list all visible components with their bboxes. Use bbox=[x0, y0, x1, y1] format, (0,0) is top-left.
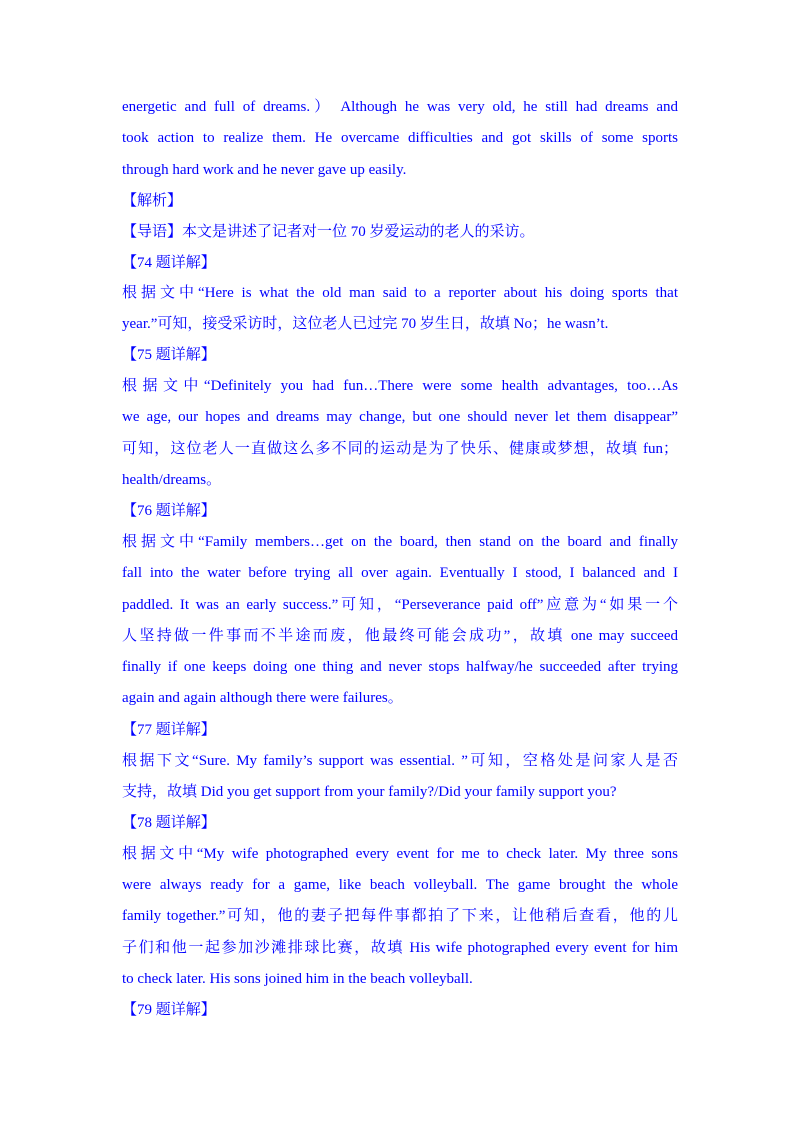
section-heading: 【75 题详解】 bbox=[122, 347, 216, 363]
text-line: 根据文中“Family members…get on the board, then stand on the board and finally bbox=[122, 534, 678, 550]
text-line: through hard work and he never gave up easily. bbox=[122, 162, 407, 178]
section-heading: 【78 题详解】 bbox=[122, 815, 216, 831]
text-line: 支持，故填 Did you get support from your family?/Did your family support you? bbox=[122, 784, 617, 800]
text-line: health/dreams。 bbox=[122, 472, 222, 488]
text-line: finally if one keeps doing one thing and never stops halfway/he succeeded after trying bbox=[122, 659, 678, 675]
text-line: 根据下文“Sure. My family’s support was essential. ”可知，空格处是问家人是否 bbox=[122, 753, 678, 769]
text-line: energetic and full of dreams.） Although he was very old, he still had dreams and bbox=[122, 99, 678, 115]
text-line: year.”可知，接受采访时，这位老人已过完 70 岁生日，故填 No；he wasn’t. bbox=[122, 316, 609, 332]
text-line: 子们和他一起参加沙滩排球比赛，故填 His wife photographed every event for him bbox=[122, 940, 678, 956]
text-line: fall into the water before trying all over again. Eventually I stood, I balanced and I bbox=[122, 565, 678, 581]
text-line: 人坚持做一件事而不半途而废，他最终可能会成功”，故填 one may succeed bbox=[122, 628, 678, 644]
section-heading: 【79 题详解】 bbox=[122, 1002, 216, 1018]
text-line: were always ready for a game, like beach volleyball. The game brought the whole bbox=[122, 877, 678, 893]
text-line: family together.”可知，他的妻子把每件事都拍了下来，让他稍后查看，他的儿 bbox=[122, 908, 678, 924]
text-line: 可知，这位老人一直做这么多不同的运动是为了快乐、健康或梦想，故填 fun； bbox=[122, 441, 678, 457]
text-line: to check later. His sons joined him in the beach volleyball. bbox=[122, 971, 473, 987]
text-line: 根据文中“Definitely you had fun…There were some health advantages, too…As bbox=[122, 378, 678, 394]
text-line: again and again although there were failures。 bbox=[122, 690, 403, 706]
section-heading: 【77 题详解】 bbox=[122, 722, 216, 738]
section-heading: 【解析】 bbox=[122, 193, 183, 209]
section-heading: 【74 题详解】 bbox=[122, 255, 216, 271]
text-line: 根据文中“Here is what the old man said to a reporter about his doing sports that bbox=[122, 285, 678, 301]
text-line: paddled. It was an early success.”可知，“Perseverance paid off”应意为“如果一个 bbox=[122, 597, 678, 613]
section-heading: 【76 题详解】 bbox=[122, 503, 216, 519]
text-line: 【导语】本文是讲述了记者对一位 70 岁爱运动的老人的采访。 bbox=[122, 224, 535, 240]
text-line: took action to realize them. He overcame difficulties and got skills of some sports bbox=[122, 130, 678, 146]
text-line: 根据文中“My wife photographed every event for me to check later. My three sons bbox=[122, 846, 678, 862]
text-line: we age, our hopes and dreams may change, but one should never let them disappear” bbox=[122, 409, 678, 425]
